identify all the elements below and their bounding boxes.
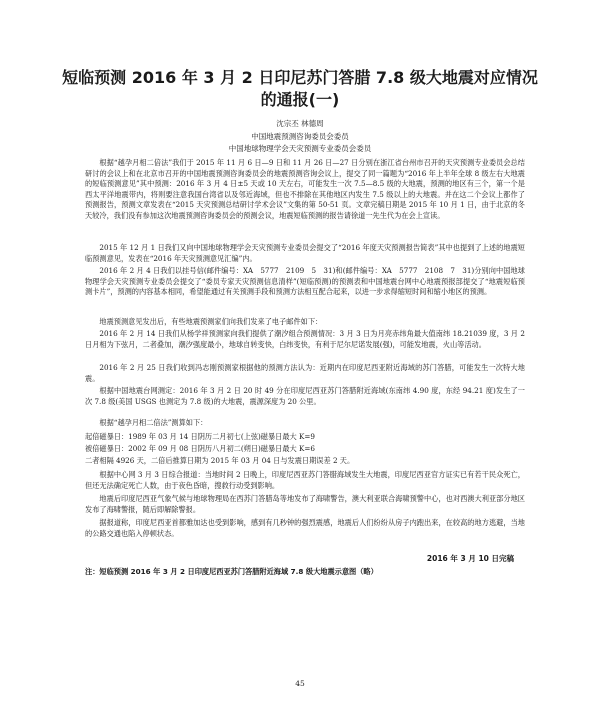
closing-paragraph-1: 根据中心网 3 月 3 日综合报道：当地时间 2 日晚上，印度尼西亚苏门答腊海域发生大地震，印度尼西亚官方证实已有若干民众死亡，但还无法确定死亡人数，由于夜色昏暗，搜救行动受到影响。: [85, 470, 525, 490]
paragraph-6: 2016 年 2 月 25 日我们收到冯志刚预测家根据他的预测方法认为：近期内在印度尼西亚附近海域的苏门答腊，可能发生一次特大地震。: [85, 363, 525, 383]
formula-line-3: 二者相隔 4926 天，二倍后推算日期为 2015 年 03 月 04 日与发震日期误差 2 天。: [85, 456, 355, 465]
paragraph-2: 2015 年 12 月 1 日我们又向中国地球物理学会天灾预测专业委员会提交了“2016 年度天灾预测报告简表”其中也提到了上述的地震短临预测意见，发表在“2016 年天灾预测意见汇编”内。: [85, 243, 525, 263]
formula-line-1: 起倍磁暴日：1989 年 03 月 14 日阴历二月初七(上弦)磁暴日最大 K=9: [85, 432, 315, 441]
affiliation-1: 中国地震预测咨询委员会委员: [251, 132, 349, 141]
paragraph-7: 根据中国地震台网测定：2016 年 3 月 2 日 20 时 49 分在印度尼西亚苏门答腊附近海域(东南纬 4.90 度，东经 94.21 度)发生了一次 7.8 级(美国 USGS 也测定为 7.8 级)的大地震，震源深度为 20 公里。: [85, 386, 525, 406]
paragraph-5: 2016 年 2 月 14 日我们从杨学祥预测家向我们提供了潮汐组合预测情况：3 月 3 日为月亮赤纬角最大值南纬 18.21039 度，3 月 2 日月相为下弦月，二者叠加，潮汐强度最小，地球自转变快，白纬变快，有利于尼尔尼诺发展(强)，可能发地震，火山等活动。: [85, 329, 525, 349]
paragraph-3: 2016 年 2 月 4 日我们以挂号信(邮件编号：XA 5777 2109 5 31)和(邮件编号：XA 5777 2108 7 31)分别向中国地球物理学会天灾预测专业委员会提交了“委员专家天灾预测信息清样”(短临预测)的预测表和中国地震台网中心地震预报部提交了“地震短临预测卡片”，预测的内容基本相同，希望能通过有关预测手段和预测方法相互配合起来，以进一步求得缩短时间和缩小地区的预测。: [85, 266, 525, 297]
affiliation-2: 中国地球物理学会天灾预测专业委员会委员: [228, 144, 372, 153]
closing-paragraph-3: 据报道称，印度尼西亚首都雅加达也受到影响，感到有几秒钟的强烈震感，地震后人们纷纷从房子内跑出来，在较高的地方逃避，当地的公路交通也陷入停顿状态。: [85, 518, 525, 538]
paragraph-4: 地震预测意见发出后，有些地震预测家们向我们发来了电子邮件如下：: [99, 317, 323, 326]
formula-header: 根据“越孕月相二倍法”测算如下：: [99, 418, 208, 427]
authors: 沈宗丕 林德周: [276, 119, 324, 128]
figure-note: 注：短临预测 2016 年 3 月 2 日印度尼西亚苏门答腊附近海域 7.8 级大地震示意图（略）: [85, 567, 378, 576]
page-number: 45: [295, 679, 305, 688]
closing-paragraph-2: 地震后印度尼西亚气象气候与地球物理局在西苏门答腊岛等地发布了海啸警告，澳大利亚联合海啸预警中心，也对西澳大利亚部分地区发布了海啸警报，随后即解除警报。: [85, 494, 525, 514]
title-line-2: 的通报(一): [260, 90, 340, 109]
paragraph-1: 根据“越孕月相二倍法”我们于 2015 年 11 月 6 日—9 日和 11 月 26 日—27 日分别在浙江省台州市召开的天灾预测专业委员会总结研讨的会议上和在北京市召开的中国地震预测咨询委员会的地震预测咨询会议上，提交了同一篇题为“2016 年上半年全球 8 级左右大地震的短临预测意见”其中预测：2016 年 3 月 4 日±5 天或 10 天左右，可能发生一次 7.5—8.5 级的大地震，预测的地区有三个，第一个是西太平洋地震带内，将则要注意我国台湾省以及邻近海域，但也不排除在其他地区内发生 7.5 级以上的大地震。并在这二个会议上都作了预测报告，预测文章发表在“2015 天灾预测总结研讨学术会议”文集的第 50-51 页。文章完稿日期是 2015 年 10 月 1 日，由于北京的冬天较冷，我们没有参加这次地震预测咨询委员会的预测会议，地震短临预测的报告请徐道一先生代为在会上宣读。: [85, 158, 525, 220]
title-line-1: 短临预测 2016 年 3 月 2 日印尼苏门答腊 7.8 级大地震对应情况: [62, 68, 538, 87]
formula-line-2: 被倍磁暴日：2002 年 09 月 08 日阴历八月初二(朔日)磁暴日最大 K=6: [85, 444, 315, 453]
completion-date: 2016 年 3 月 10 日完稿: [426, 554, 514, 563]
